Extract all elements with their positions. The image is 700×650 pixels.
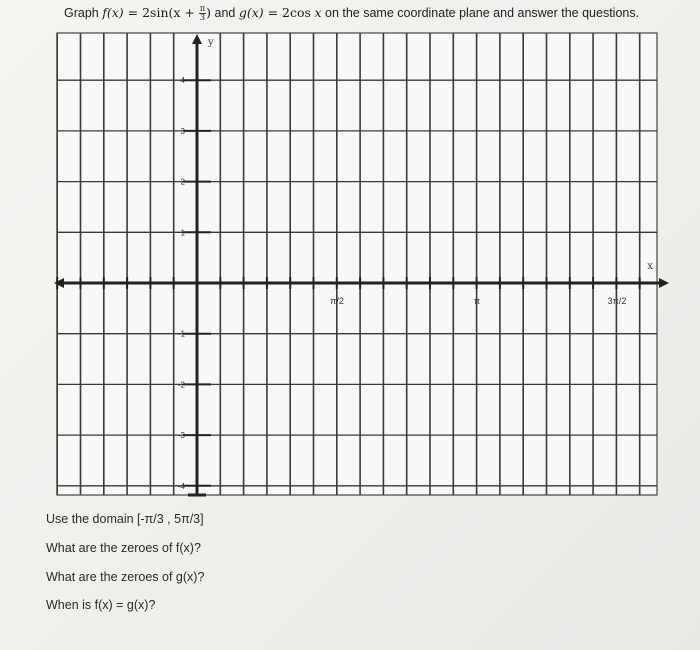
y-tick-label: 2: [180, 177, 185, 187]
question-zeroes-f: What are the zeroes of f(x)?: [46, 541, 201, 555]
f-function-name: f(x): [102, 5, 124, 20]
y-tick-label: 1: [180, 228, 185, 238]
f-equation: = 2sin(x +: [123, 5, 199, 20]
y-tick-label: -4: [177, 481, 185, 491]
question-zeroes-g: What are the zeroes of g(x)?: [46, 570, 205, 584]
y-tick-label: -3: [177, 431, 185, 441]
fraction-denominator: 3: [199, 13, 206, 23]
x-axis-arrow-right: [659, 278, 669, 288]
y-tick-label: 4: [180, 76, 185, 86]
instruction-suffix: on the same coordinate plane and answer the questions.: [321, 6, 640, 20]
g-function-name: g(x): [238, 5, 264, 20]
question-domain: Use the domain [-π/3 , 5π/3]: [46, 512, 204, 526]
y-axis-label: y: [208, 37, 214, 48]
instruction-prefix: Graph: [64, 6, 99, 20]
x-tick-label: π: [473, 296, 481, 306]
fraction-numerator: π: [199, 4, 206, 14]
x-tick-label: π/2: [330, 296, 344, 306]
g-equation: = 2cos: [263, 5, 311, 20]
x-axis-label: x: [647, 261, 653, 272]
y-tick-label: -2: [177, 380, 185, 390]
y-tick-label: -1: [177, 329, 185, 339]
f-equation-close: ): [206, 5, 212, 20]
x-tick-label: 3π/2: [607, 296, 627, 306]
graph-border: [57, 33, 657, 495]
x-variable: x: [314, 5, 322, 20]
and-word: and: [211, 6, 239, 20]
question-intersection: When is f(x) = g(x)?: [46, 598, 156, 612]
y-tick-label: 3: [180, 126, 185, 136]
